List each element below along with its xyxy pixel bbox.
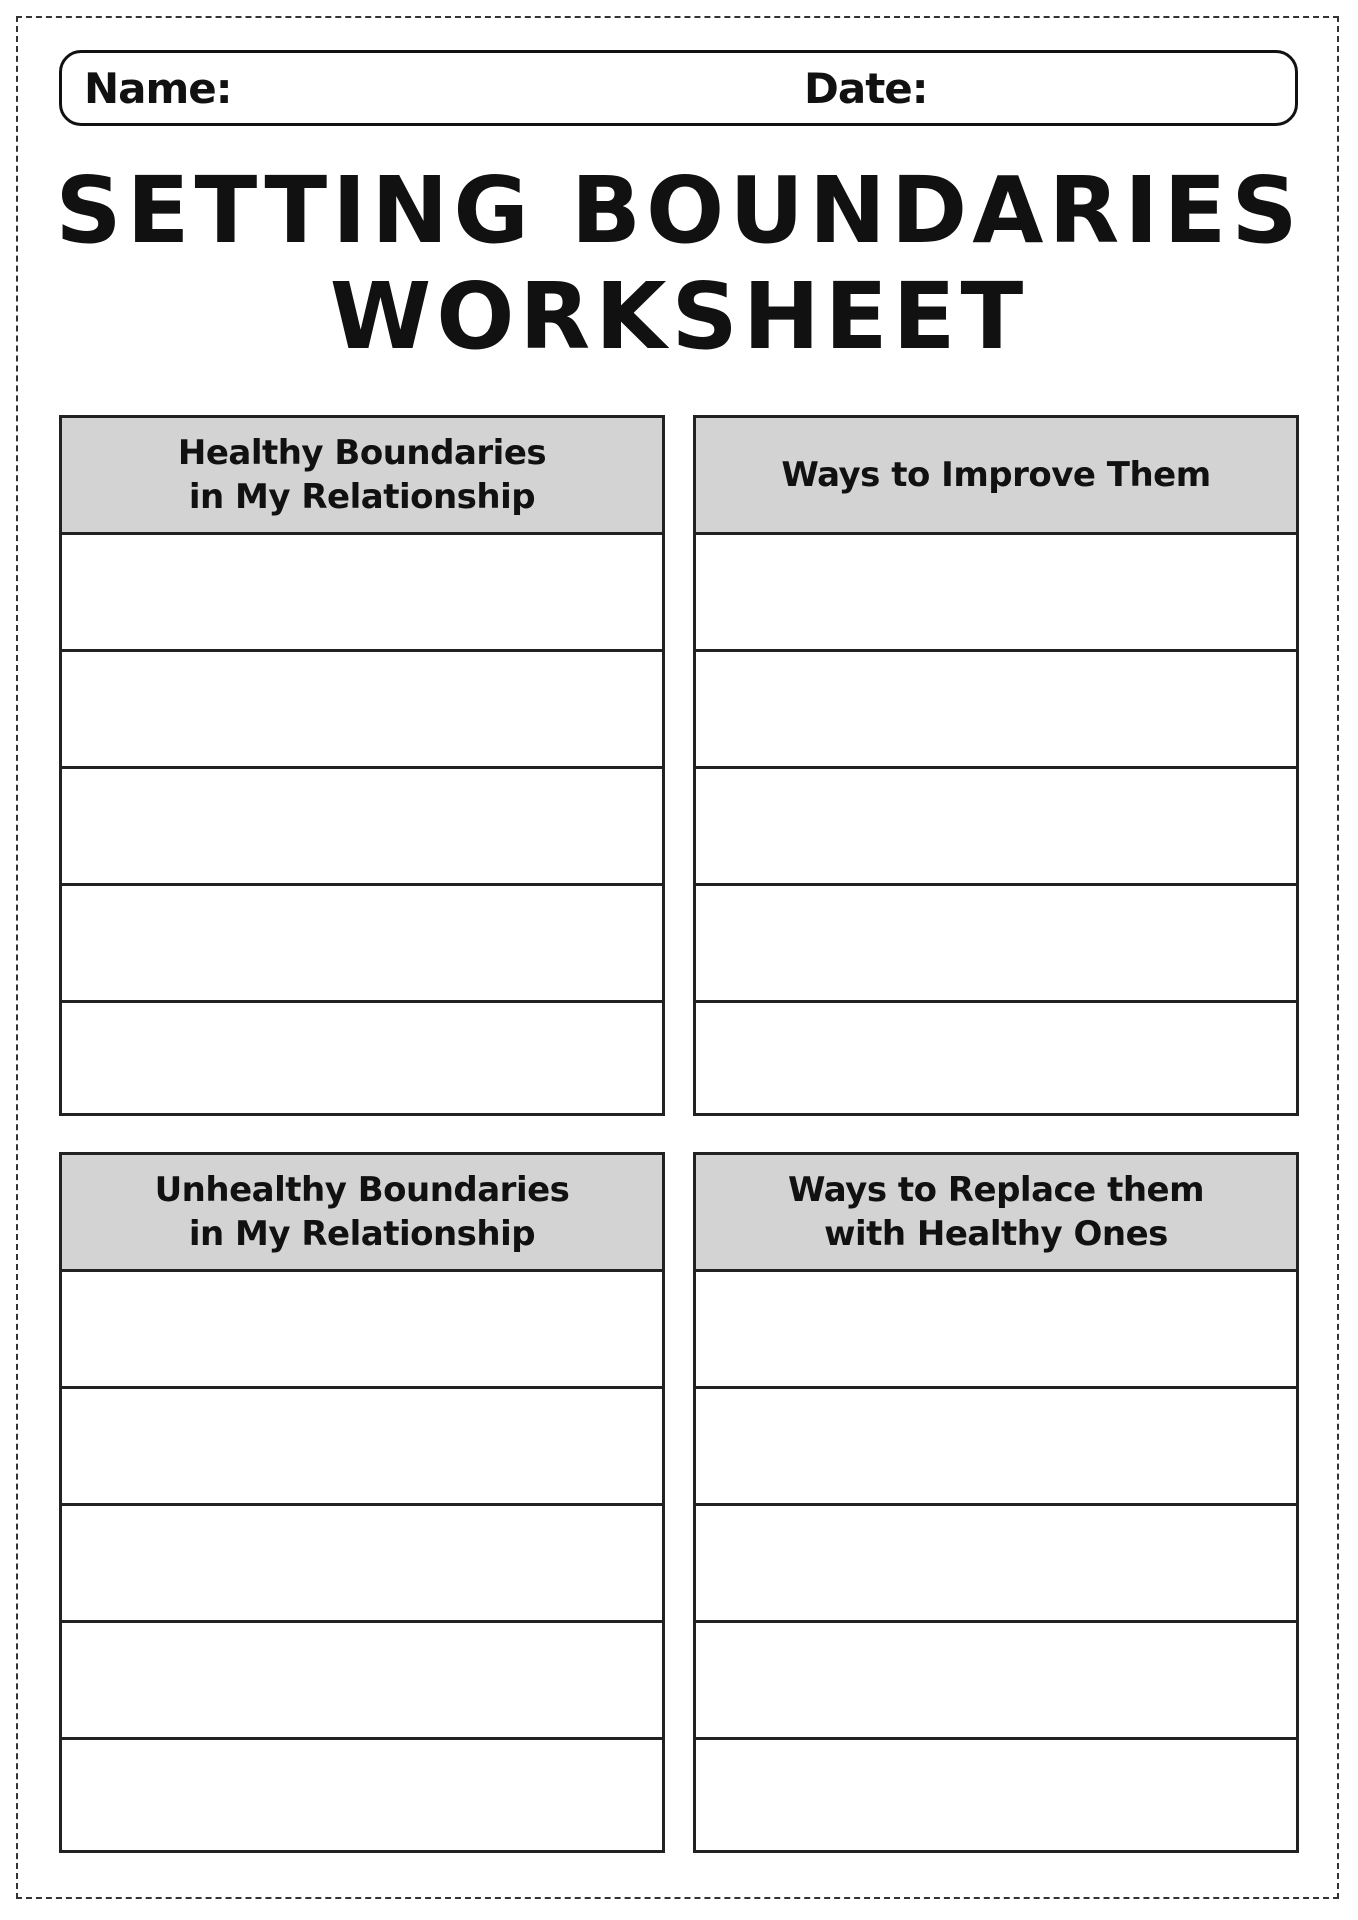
table-healthy-boundaries <box>59 415 665 1116</box>
table-heading-line-1: Unhealthy Boundaries <box>154 1170 570 1210</box>
write-in-row[interactable] <box>62 1506 662 1623</box>
table-heading <box>155 1168 570 1256</box>
table-heading-line-2: with Healthy Ones <box>824 1214 1168 1254</box>
table-heading-line-2: in My Relationship <box>188 1214 536 1254</box>
write-in-row[interactable] <box>696 652 1296 769</box>
worksheet-title <box>0 158 1358 370</box>
table-heading <box>788 1168 1204 1256</box>
write-in-row[interactable] <box>696 769 1296 886</box>
title-line-2: WORKSHEET <box>329 263 1029 370</box>
write-in-row[interactable] <box>696 1389 1296 1506</box>
table-heading <box>178 431 546 519</box>
title-line-1: SETTING BOUNDARIES <box>55 157 1303 264</box>
write-in-row[interactable] <box>696 535 1296 652</box>
table-heading-line-1: Ways to Improve Them <box>781 455 1211 495</box>
write-in-row[interactable] <box>62 769 662 886</box>
table-heading <box>781 453 1210 497</box>
write-in-row[interactable] <box>62 652 662 769</box>
write-in-row[interactable] <box>62 1272 662 1389</box>
write-in-row[interactable] <box>696 1506 1296 1623</box>
table-header <box>62 1155 662 1272</box>
write-in-row[interactable] <box>62 535 662 652</box>
write-in-row[interactable] <box>62 886 662 1003</box>
write-in-row[interactable] <box>62 1623 662 1740</box>
name-label: Name: <box>84 64 232 113</box>
table-header <box>696 418 1296 535</box>
table-ways-to-replace <box>693 1152 1299 1853</box>
table-ways-to-improve <box>693 415 1299 1116</box>
write-in-row[interactable] <box>696 886 1296 1003</box>
table-heading-line-2: in My Relationship <box>188 477 536 517</box>
name-date-bar <box>59 50 1298 126</box>
table-heading-line-1: Healthy Boundaries <box>177 433 547 473</box>
write-in-row[interactable] <box>696 1003 1296 1116</box>
write-in-row[interactable] <box>62 1389 662 1506</box>
write-in-row[interactable] <box>696 1740 1296 1853</box>
write-in-row[interactable] <box>696 1272 1296 1389</box>
table-header <box>696 1155 1296 1272</box>
table-heading-line-1: Ways to Replace them <box>787 1170 1205 1210</box>
write-in-row[interactable] <box>62 1740 662 1853</box>
write-in-row[interactable] <box>62 1003 662 1116</box>
table-header <box>62 418 662 535</box>
table-unhealthy-boundaries <box>59 1152 665 1853</box>
date-label: Date: <box>804 64 928 113</box>
write-in-row[interactable] <box>696 1623 1296 1740</box>
